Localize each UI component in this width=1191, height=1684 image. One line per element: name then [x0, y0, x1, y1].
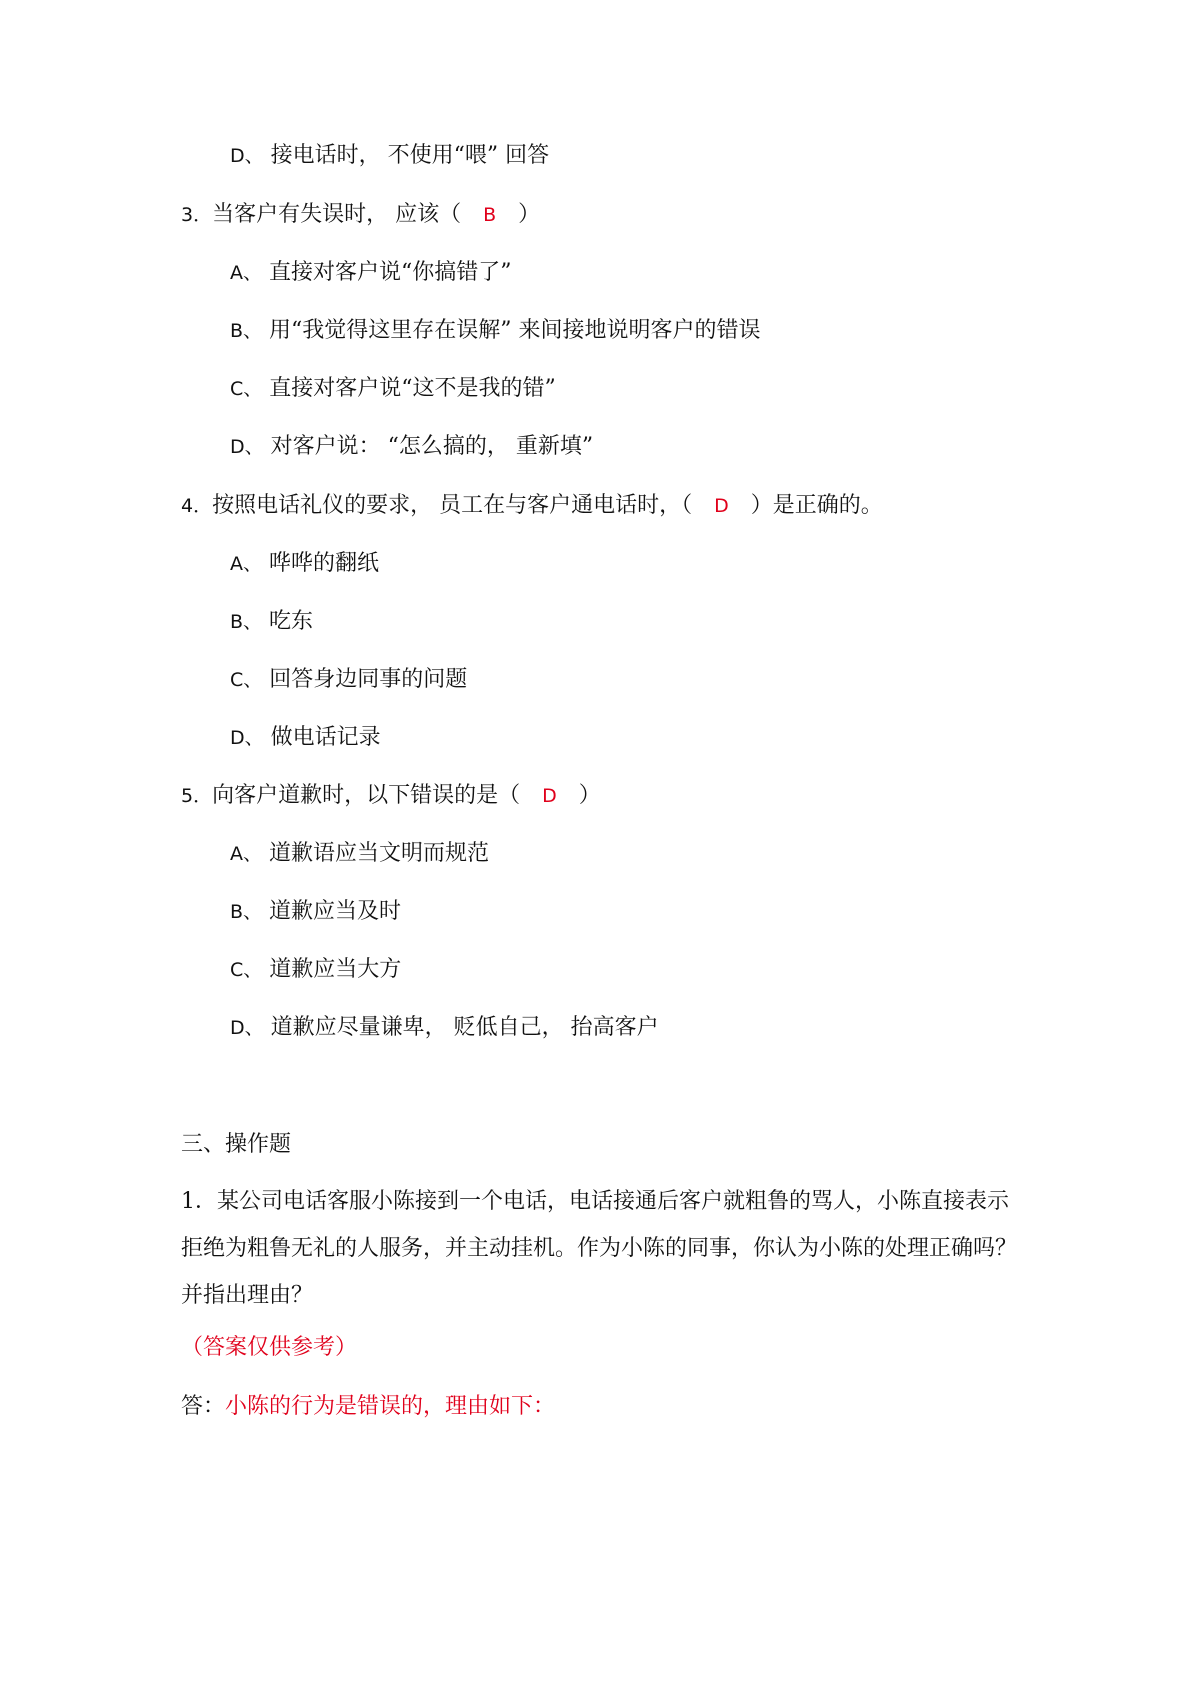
q3-option-c [230, 374, 556, 404]
answer-text: 小陈的行为是错误的，理由如下： [225, 1394, 556, 1419]
q4-option-c [230, 665, 467, 695]
q3-option-b [230, 316, 761, 346]
option-letter: A、 [230, 843, 262, 865]
option-text: 道歉应当及时 [269, 899, 402, 924]
option-letter: A、 [230, 262, 262, 284]
answer-mark: B [483, 204, 497, 226]
option-text: 对客户说： “怎么搞的， 重新填” [270, 434, 594, 459]
option-text: 哗哗的翻纸 [269, 551, 380, 576]
option-letter: B、 [230, 901, 263, 923]
option-text: 回答身边同事的问题 [269, 667, 468, 692]
option-text: 直接对客户说“这不是我的错” [269, 376, 556, 401]
answer-mark: D [714, 495, 729, 517]
option-text: 道歉语应当文明而规范 [269, 841, 490, 866]
option-letter: C、 [230, 669, 263, 691]
q4-option-d [230, 723, 381, 753]
option-text: 接电话时， 不使用“喂” 回答 [270, 143, 550, 168]
option-text: 道歉应尽量谦卑， 贬低自己， 抬高客户 [270, 1015, 659, 1040]
q3-option-a [230, 258, 512, 288]
section-heading: 三、操作题 [181, 1132, 292, 1157]
option-letter: D、 [230, 1017, 264, 1039]
question-text-end: ） [578, 783, 601, 808]
question-text: 向客户道歉时，以下错误的是（ [212, 783, 521, 808]
question-4-stem [181, 491, 883, 521]
q4-option-a [230, 549, 379, 579]
option-letter: C、 [230, 959, 263, 981]
question-5-stem [181, 781, 601, 811]
option-text: 用“我觉得这里存在误解” 来间接地说明客户的错误 [269, 318, 761, 343]
q4-option-b [230, 607, 313, 637]
q5-option-b [230, 897, 401, 927]
option-letter: D、 [230, 436, 264, 458]
question-text: 按照电话礼仪的要求， 员工在与客户通电话时，（ [212, 493, 693, 518]
q3-option-d [230, 432, 593, 462]
question-text-end: ）是正确的。 [750, 493, 883, 518]
answer-line [181, 1392, 555, 1422]
operation-question-1: 1．某公司电话客服小陈接到一个电话，电话接通后客户就粗鲁的骂人，小陈直接表示拒绝为粗鲁无礼的人服务，并主动挂机。作为小陈的同事，你认为小陈的处理正确吗？并指出理由？ [181, 1189, 1018, 1308]
question-number: 5． [181, 785, 213, 807]
question-text: 当客户有失误时， 应该（ [212, 202, 462, 227]
question-number: 4． [181, 495, 213, 517]
option-text: 做电话记录 [270, 725, 381, 750]
q5-option-c [230, 955, 401, 985]
option-letter: D、 [230, 727, 264, 749]
reference-note: （答案仅供参考） [181, 1335, 358, 1360]
option-text: 道歉应当大方 [269, 957, 402, 982]
option-letter: D、 [230, 145, 264, 167]
question-3-stem [181, 200, 540, 230]
option-text: 吃东 [269, 609, 314, 634]
option-letter: B、 [230, 320, 263, 342]
q5-option-a [230, 839, 489, 869]
option-letter: C、 [230, 378, 263, 400]
q5-option-d [230, 1013, 659, 1043]
option-letter: A、 [230, 553, 262, 575]
answer-mark: D [542, 785, 557, 807]
option-letter: B、 [230, 611, 263, 633]
option-text: 直接对客户说“你搞错了” [269, 260, 512, 285]
question-text-end: ） [518, 202, 541, 227]
q2-option-d [230, 141, 549, 171]
question-number: 3． [181, 204, 213, 226]
answer-label: 答： [181, 1394, 226, 1419]
